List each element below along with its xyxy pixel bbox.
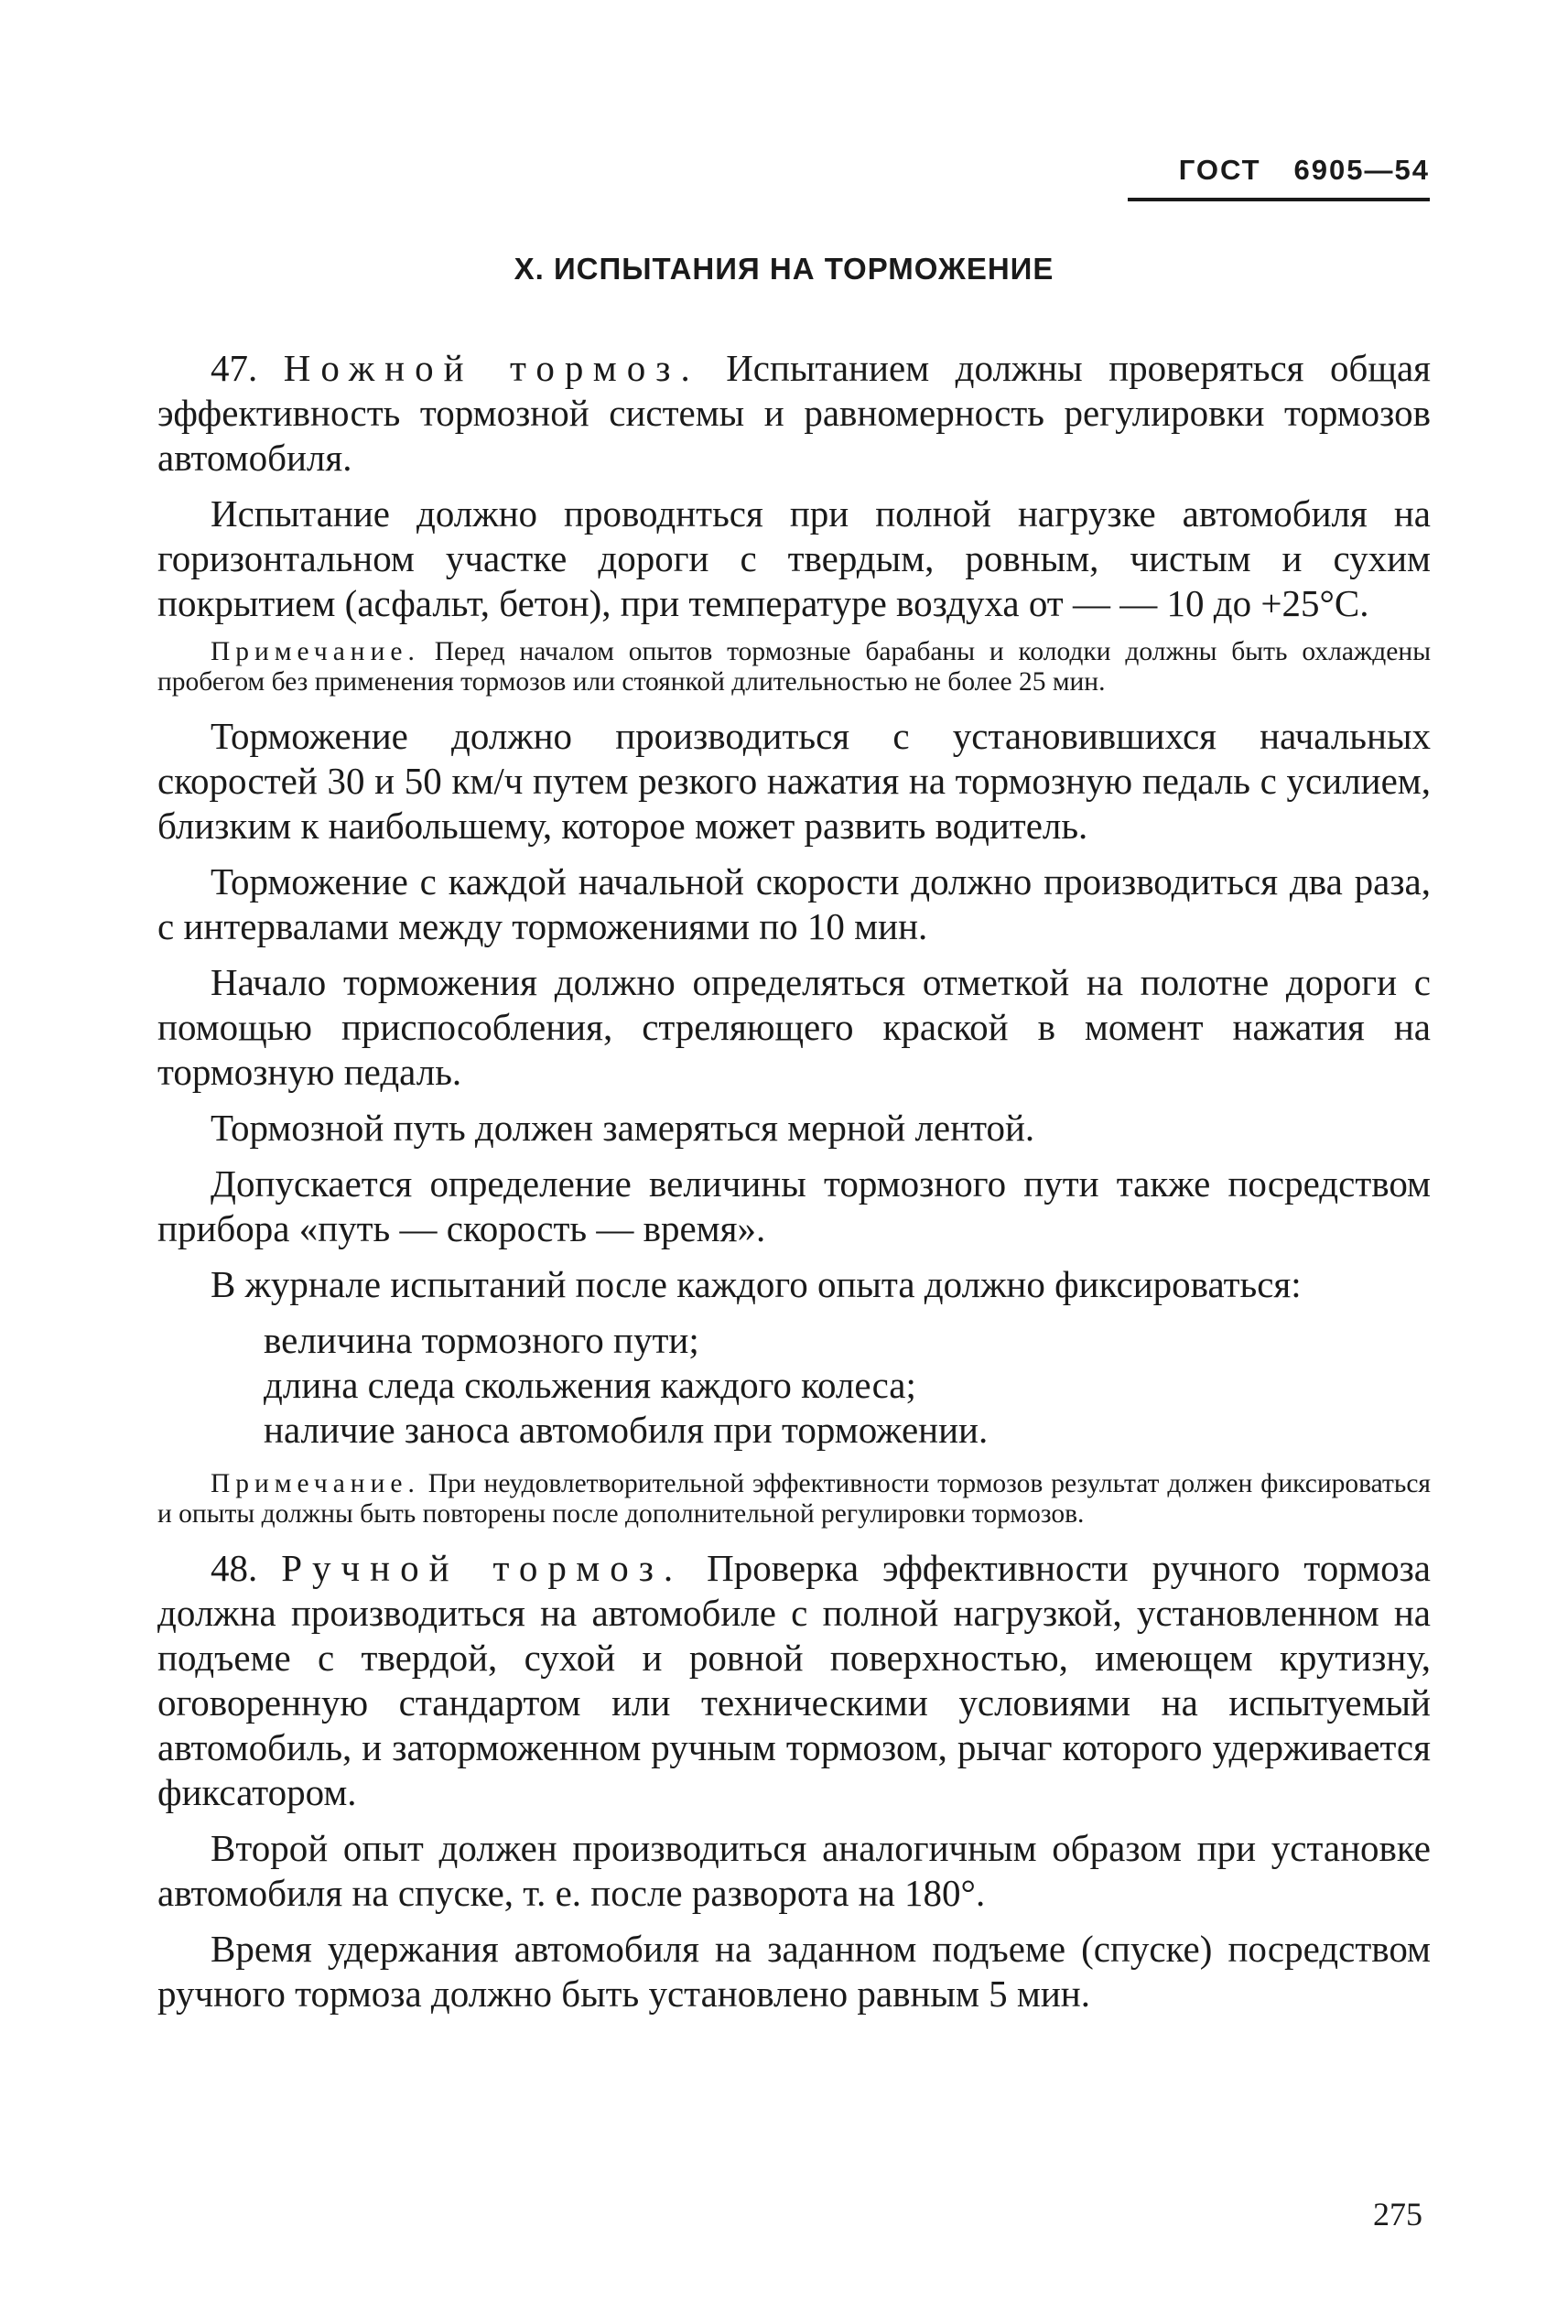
section-title: X. ИСПЫТАНИЯ НА ТОРМОЖЕНИЕ: [514, 252, 1054, 286]
paragraph-text: Проверка эффективности ручного тормоза должна производиться на автомобиле с полной нагрузкой, установленном на подъеме с твердой, сухой и ровной поверхностью, имеющем крутизну, оговоренную стандартом или техническими условиями на испытуемый автомобиль, и заторможенном ручным тормозом, рычаг которого удерживается фиксатором.: [157, 1547, 1431, 1813]
standard-label: ГОСТ: [1178, 154, 1261, 186]
list-item: величина тормозного пути;: [264, 1319, 699, 1361]
journal-list: [157, 1318, 1431, 1453]
standard-header: [1128, 154, 1430, 201]
page-number: 275: [1373, 2196, 1422, 2232]
list-item: наличие заноса автомобиля при торможении.: [264, 1409, 989, 1451]
paragraph: В журнале испытаний после каждого опыта должно фиксироваться:: [211, 1263, 1302, 1305]
paragraph-48: [157, 1546, 1431, 1815]
paragraph-title: Ручной тормоз.: [281, 1547, 684, 1589]
paragraph: Допускается определение величины тормозного пути также посредством прибора «путь — скорость — время».: [157, 1162, 1431, 1249]
paragraph: Начало торможения должно определяться отметкой на полотне дороги с помощью приспособления, стреляющего краской в момент нажатия на тормозную педаль.: [157, 961, 1431, 1093]
paragraph: Торможение с каждой начальной скорости должно производиться два раза, с интервалами между торможениями по 10 мин.: [157, 860, 1431, 947]
paragraph-title: Ножной тормоз.: [283, 347, 700, 389]
paragraph: Торможение должно производиться с установившихся начальных скоростей 30 и 50 км/ч путем резкого нажатия на тормозную педаль с усилием, близким к наибольшему, которое может развить водитель.: [157, 715, 1431, 847]
standard-code: 6905—54: [1293, 154, 1430, 186]
paragraph-47: [157, 346, 1431, 481]
paragraph: Испытание должно проводнться при полной нагрузке автомобиля на горизонтальном участке дороги с твердым, ровным, чистым и сухим покрытием (асфальт, бетон), при температуре воздуха от — — 10 до +25°С.: [157, 492, 1431, 624]
note-text: При неудовлетворительной эффективности тормозов результат должен фиксироваться и опыты должны быть повторены после дополнительной регулировки тормозов.: [157, 1469, 1431, 1529]
paragraph: Второй опыт должен производиться аналогичным образом при установке автомобиля на спуске, т. е. после разворота на 180°.: [157, 1827, 1431, 1914]
note-label: Примечание.: [211, 637, 420, 666]
paragraph: Время удержания автомобиля на заданном подъеме (спуске) посредством ручного тормоза должно быть установлено равным 5 мин.: [157, 1928, 1431, 2015]
note-label: Примечание.: [211, 1469, 420, 1498]
paragraph-text: Испытанием должны проверяться общая эффективность тормозной системы и равномерность регулировки тормозов автомобиля.: [157, 347, 1432, 479]
paragraph: Тормозной путь должен замеряться мерной лентой.: [211, 1107, 1035, 1149]
note-2: [157, 1469, 1431, 1530]
paragraph-number: 47.: [211, 347, 258, 389]
list-item: длина следа скольжения каждого колеса;: [264, 1364, 916, 1406]
note-1: [157, 637, 1431, 697]
paragraph-number: 48.: [211, 1547, 258, 1589]
note-text: Перед началом опытов тормозные барабаны и колодки должны быть охлаждены пробегом без применения тормозов или стоянкой длительностью не более 25 мин.: [157, 637, 1432, 697]
document-body: [157, 346, 1431, 2027]
